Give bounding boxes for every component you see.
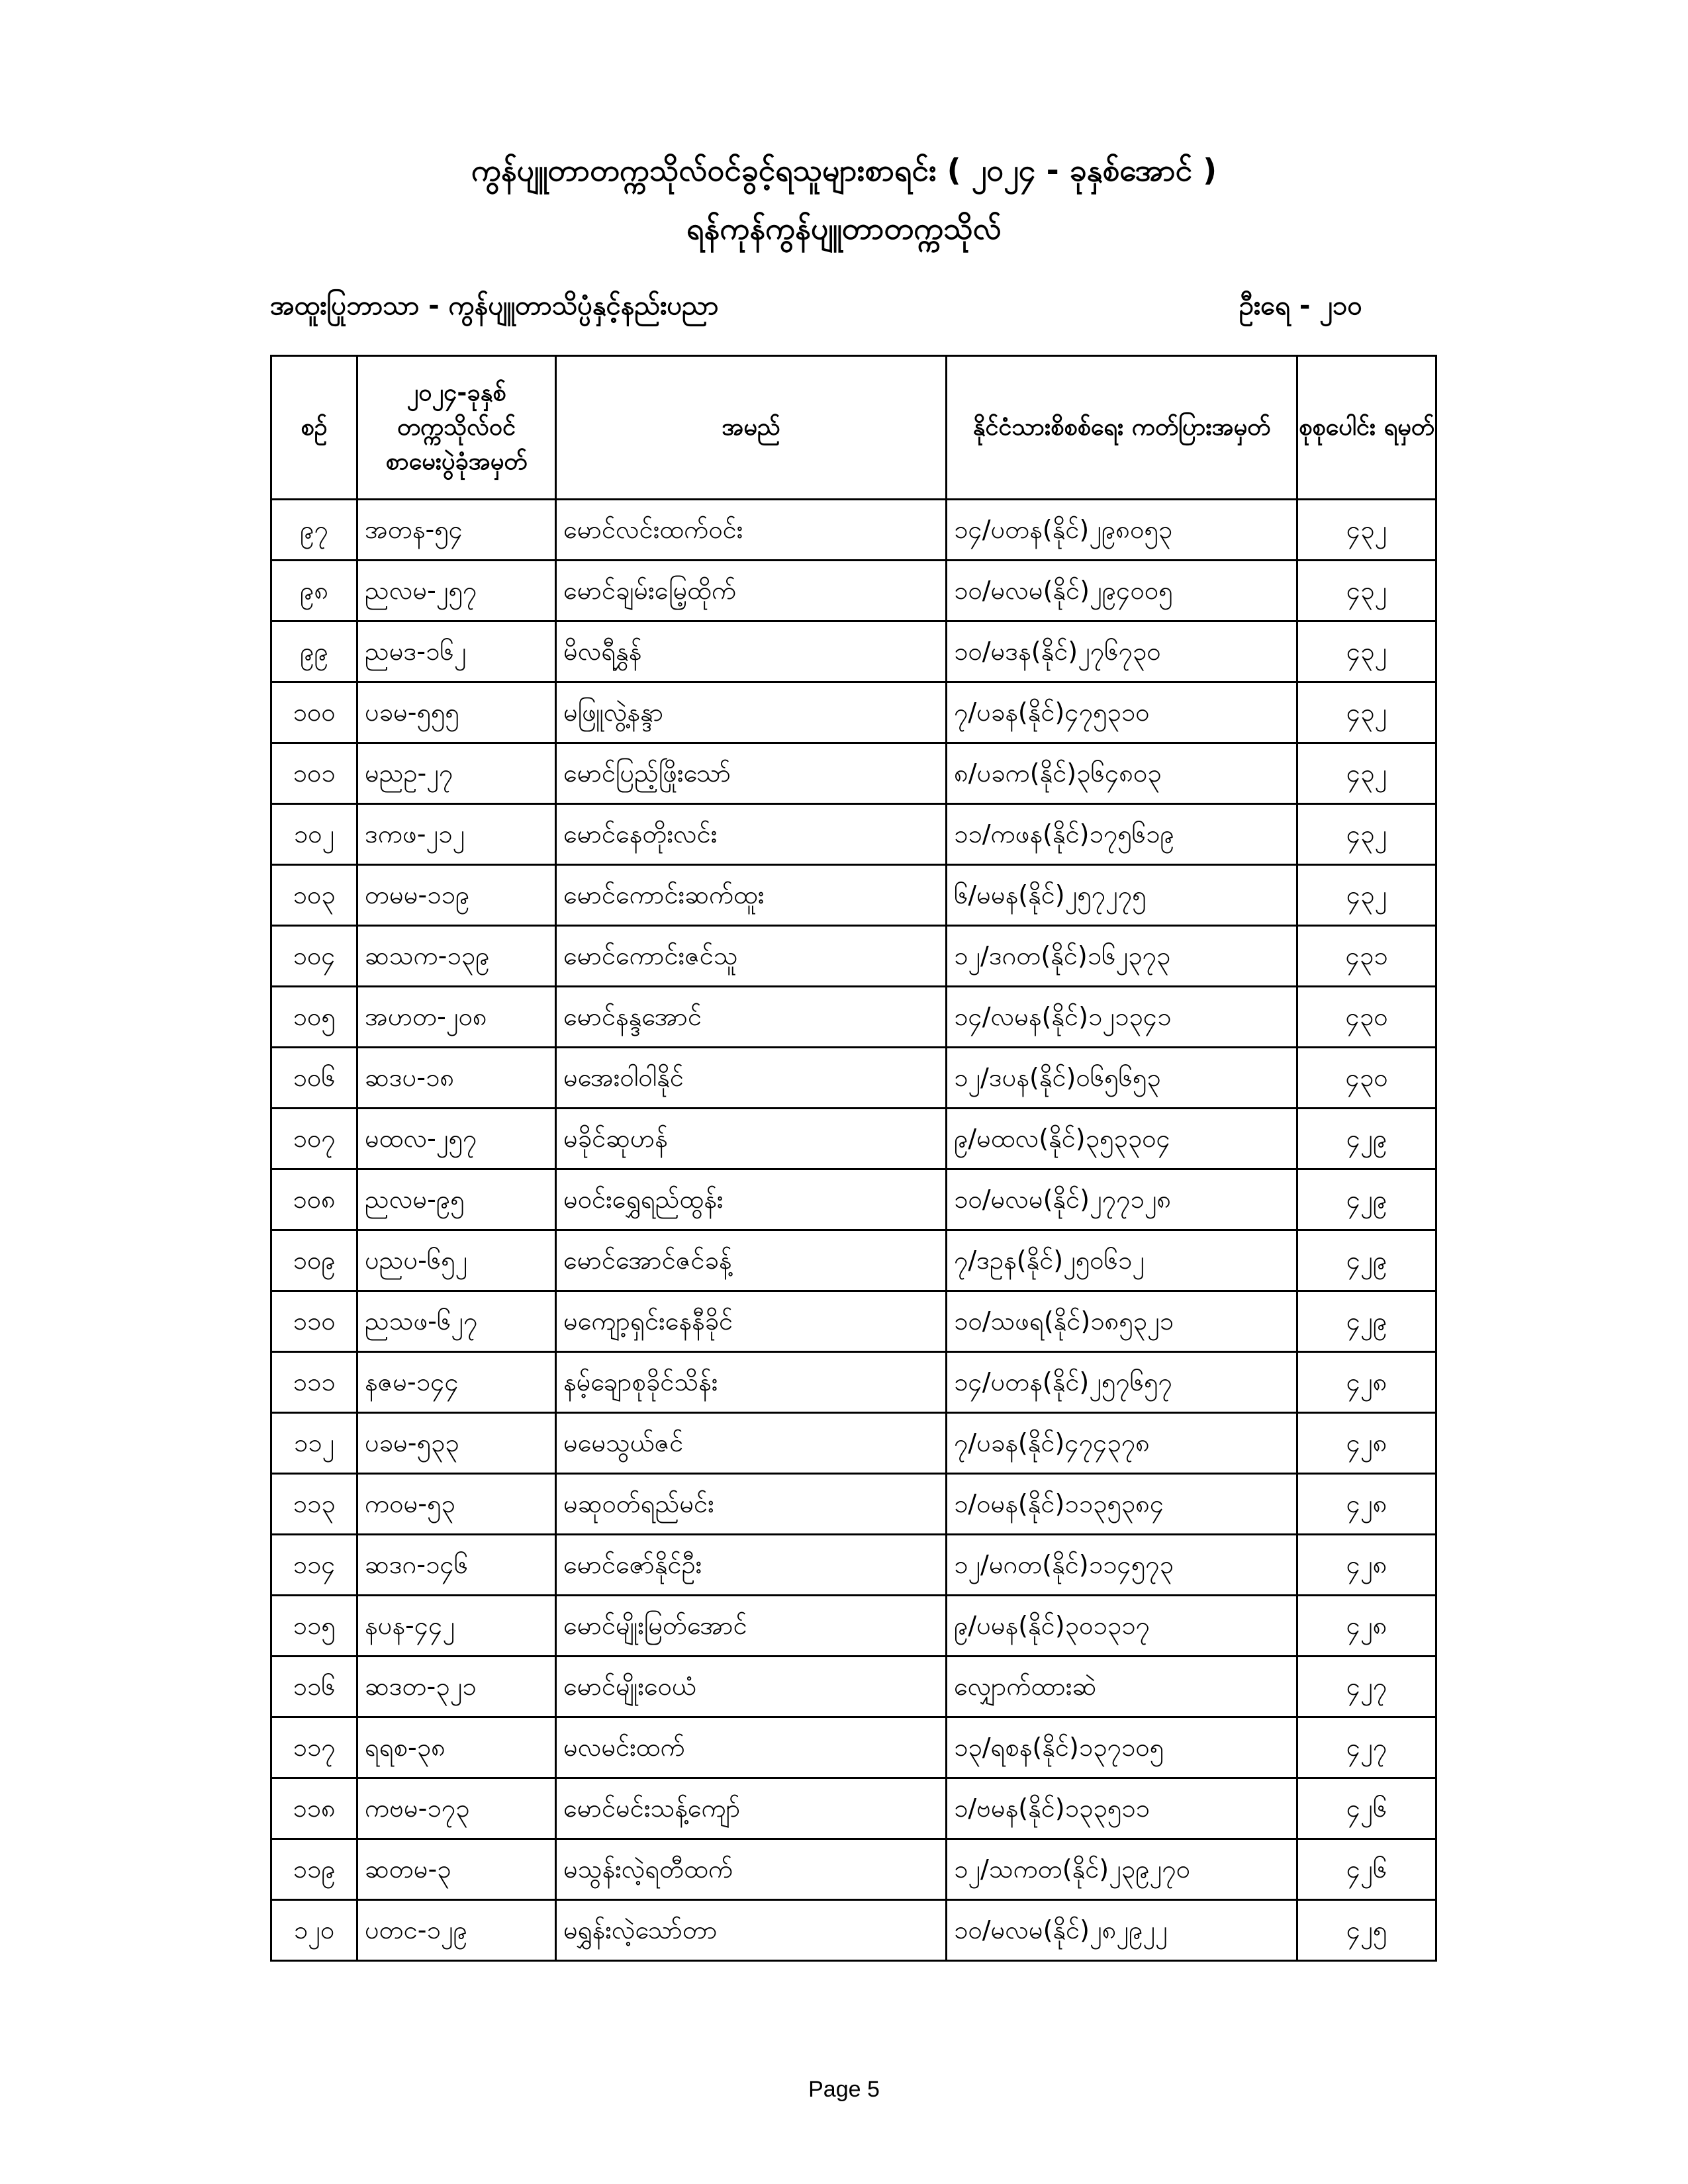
quota-count: ဦးရေ - ၂၁၀: [1239, 291, 1362, 321]
table-row: [271, 1596, 1436, 1657]
name-cell: မရွှန်းလဲ့သော်တာ: [556, 1900, 947, 1961]
table-row: [271, 1657, 1436, 1717]
total-marks-cell: ၄၂၈: [1297, 1352, 1436, 1413]
exam-roll-cell: ရရစ-၃၈: [357, 1717, 556, 1778]
name-cell: မောင်အောင်ဇင်ခန့်: [556, 1230, 947, 1291]
serial-cell: ၁၁၆: [271, 1657, 357, 1717]
table-row: [271, 1352, 1436, 1413]
nrc-cell: ၉/မထလ(နိုင်)၃၅၃၃၀၄: [947, 1109, 1297, 1169]
total-marks-cell: ၄၂၉: [1297, 1169, 1436, 1230]
total-marks-cell: ၄၂၈: [1297, 1474, 1436, 1535]
table-row: [271, 1048, 1436, 1109]
serial-cell: ၁၁၃: [271, 1474, 357, 1535]
name-cell: မောင်မျိုးမြတ်အောင်: [556, 1596, 947, 1657]
serial-cell: ၉၇: [271, 500, 357, 561]
nrc-cell: ၇/ပခန(နိုင်)၄၇၄၃၇၈: [947, 1413, 1297, 1474]
serial-cell: ၁၁၀: [271, 1291, 357, 1352]
name-cell: မမေသွယ်ဇင်: [556, 1413, 947, 1474]
nrc-cell: ၁၂/ဒပန(နိုင်)၀၆၅၆၅၃: [947, 1048, 1297, 1109]
nrc-cell: ၁၃/ရစန(နိုင်)၁၃၇၁၀၅: [947, 1717, 1297, 1778]
total-marks-cell: ၄၂၆: [1297, 1778, 1436, 1839]
total-marks-cell: ၄၃၀: [1297, 1048, 1436, 1109]
table-row: [271, 865, 1436, 926]
name-cell: မကျော့ရှင်းနေနီခိုင်: [556, 1291, 947, 1352]
nrc-cell: ၁၁/ကဖန(နိုင်)၁၇၅၆၁၉: [947, 804, 1297, 865]
serial-cell: ၁၀၃: [271, 865, 357, 926]
total-marks-cell: ၄၂၅: [1297, 1900, 1436, 1961]
table-row: [271, 926, 1436, 987]
name-cell: မောင်မျိုးဝေယံ: [556, 1657, 947, 1717]
col-header-name: အမည်: [556, 356, 947, 500]
nrc-cell: ၇/ပခန(နိုင်)၄၇၅၃၁၀: [947, 682, 1297, 743]
serial-cell: ၁၀၄: [271, 926, 357, 987]
total-marks-cell: ၄၂၇: [1297, 1657, 1436, 1717]
name-cell: မိလရီနွှန်: [556, 621, 947, 682]
exam-roll-cell: ကဗမ-၁၇၃: [357, 1778, 556, 1839]
name-cell: မဆုဝတ်ရည်မင်း: [556, 1474, 947, 1535]
nrc-cell: ၁၀/မလမ(နိုင်)၂၇၇၁၂၈: [947, 1169, 1297, 1230]
total-marks-cell: ၄၂၈: [1297, 1596, 1436, 1657]
serial-cell: ၁၁၇: [271, 1717, 357, 1778]
total-marks-cell: ၄၂၉: [1297, 1230, 1436, 1291]
total-marks-cell: ၄၃၁: [1297, 926, 1436, 987]
nrc-cell: ၁၀/မဒန(နိုင်)၂၇၆၇၃၀: [947, 621, 1297, 682]
serial-cell: ၁၀၀: [271, 682, 357, 743]
page-number: Page 5: [808, 2077, 880, 2102]
serial-cell: ၁၀၆: [271, 1048, 357, 1109]
nrc-cell: ၁၄/ပတန(နိုင်)၂၉၈၀၅၃: [947, 500, 1297, 561]
table-row: [271, 1291, 1436, 1352]
exam-roll-cell: ကဝမ-၅၃: [357, 1474, 556, 1535]
table-row: [271, 561, 1436, 621]
total-marks-cell: ၄၂၇: [1297, 1717, 1436, 1778]
serial-cell: ၉၉: [271, 621, 357, 682]
exam-roll-cell: ညလမ-၉၅: [357, 1169, 556, 1230]
university-name: ရန်ကုန်ကွန်ပျူတာတက္ကသိုလ်: [686, 210, 1002, 246]
exam-roll-cell: ညသဖ-၆၂၇: [357, 1291, 556, 1352]
col-header-total-marks: စုစုပေါင်း ရမှတ်: [1297, 356, 1436, 500]
name-cell: မောင်ကောင်းဇင်သူ: [556, 926, 947, 987]
total-marks-cell: ၄၃၂: [1297, 500, 1436, 561]
table-row: [271, 1839, 1436, 1900]
exam-roll-cell: ဒကဖ-၂၁၂: [357, 804, 556, 865]
exam-roll-cell: ညလမ-၂၅၇: [357, 561, 556, 621]
table-row: [271, 1535, 1436, 1596]
nrc-cell: ၆/မမန(နိုင်)၂၅၇၂၇၅: [947, 865, 1297, 926]
total-marks-cell: ၄၃၂: [1297, 865, 1436, 926]
exam-roll-cell: အတန-၅၄: [357, 500, 556, 561]
table-row: [271, 1900, 1436, 1961]
serial-cell: ၁၁၈: [271, 1778, 357, 1839]
table-row: [271, 1717, 1436, 1778]
exam-roll-cell: ပခမ-၅၅၅: [357, 682, 556, 743]
name-cell: နမ့်ချောစုခိုင်သိန်း: [556, 1352, 947, 1413]
table-row: [271, 621, 1436, 682]
exam-roll-cell: ဆဒဂ-၁၄၆: [357, 1535, 556, 1596]
exam-roll-cell: နပန-၄၄၂: [357, 1596, 556, 1657]
admission-table: [270, 355, 1437, 1962]
exam-roll-cell: မညဥ-၂၇: [357, 743, 556, 804]
name-cell: မဝင်းရွှေရည်ထွန်း: [556, 1169, 947, 1230]
total-marks-cell: ၄၂၆: [1297, 1839, 1436, 1900]
nrc-cell: ၁/ဝမန(နိုင်)၁၁၃၅၃၈၄: [947, 1474, 1297, 1535]
nrc-cell: ၁၂/ဒဂတ(နိုင်)၁၆၂၃၇၃: [947, 926, 1297, 987]
exam-roll-cell: ဆဒပ-၁၈: [357, 1048, 556, 1109]
exam-roll-cell: မထလ-၂၅၇: [357, 1109, 556, 1169]
nrc-cell: ၁၀/မလမ(နိုင်)၂၉၄၀၀၅: [947, 561, 1297, 621]
name-cell: မခိုင်ဆုဟန်: [556, 1109, 947, 1169]
serial-cell: ၁၁၁: [271, 1352, 357, 1413]
subject-specialization: အထူးပြုဘာသာ - ကွန်ပျူတာသိပ္ပံနှင့်နည်းပညာ: [270, 291, 719, 321]
table-row: [271, 682, 1436, 743]
col-header-nrc: နိုင်ငံသားစိစစ်ရေး ကတ်ပြားအမှတ်: [947, 356, 1297, 500]
table-row: [271, 1230, 1436, 1291]
page-title: ကွန်ပျူတာတက္ကသိုလ်ဝင်ခွင့်ရသူများစာရင်း ( ၂၀၂၄ - ခုနှစ်အောင် ): [471, 152, 1217, 188]
name-cell: မောင်ဇော်နိုင်ဦး: [556, 1535, 947, 1596]
serial-cell: ၁၀၅: [271, 987, 357, 1048]
name-cell: မသွန်းလဲ့ရတီထက်: [556, 1839, 947, 1900]
exam-roll-cell: ပတင-၁၂၉: [357, 1900, 556, 1961]
serial-cell: ၁၀၂: [271, 804, 357, 865]
name-cell: မောင်ချမ်းမြေ့ထိုက်: [556, 561, 947, 621]
name-cell: မဖြူလွဲ့နန္ဒာ: [556, 682, 947, 743]
table-row: [271, 1413, 1436, 1474]
name-cell: မောင်မင်းသန့်ကျော်: [556, 1778, 947, 1839]
name-cell: မောင်နေတိုးလင်း: [556, 804, 947, 865]
nrc-cell: ၁၂/သကတ(နိုင်)၂၃၉၂၇၀: [947, 1839, 1297, 1900]
nrc-cell: ၁/ဗမန(နိုင်)၁၃၃၅၁၁: [947, 1778, 1297, 1839]
table-row: [271, 987, 1436, 1048]
serial-cell: ၁၁၂: [271, 1413, 357, 1474]
table-row: [271, 1778, 1436, 1839]
serial-cell: ၁၀၁: [271, 743, 357, 804]
total-marks-cell: ၄၃၂: [1297, 561, 1436, 621]
total-marks-cell: ၄၃၂: [1297, 621, 1436, 682]
name-cell: မောင်နန္ဒအောင်: [556, 987, 947, 1048]
serial-cell: ၁၁၉: [271, 1839, 357, 1900]
nrc-cell: လျှောက်ထားဆဲ: [947, 1657, 1297, 1717]
total-marks-cell: ၄၂၉: [1297, 1109, 1436, 1169]
nrc-cell: ၉/ပမန(နိုင်)၃၀၁၃၁၇: [947, 1596, 1297, 1657]
total-marks-cell: ၄၂၈: [1297, 1535, 1436, 1596]
total-marks-cell: ၄၃၂: [1297, 682, 1436, 743]
exam-roll-cell: ဆတမ-၃: [357, 1839, 556, 1900]
name-cell: မအေးဝါဝါနိုင်: [556, 1048, 947, 1109]
nrc-cell: ၁၄/ပတန(နိုင်)၂၅၇၆၅၇: [947, 1352, 1297, 1413]
nrc-cell: ၁၂/မဂတ(နိုင်)၁၁၄၅၇၃: [947, 1535, 1297, 1596]
exam-roll-cell: ဆသက-၁၃၉: [357, 926, 556, 987]
table-row: [271, 743, 1436, 804]
nrc-cell: ၁၀/သဖရ(နိုင်)၁၈၅၃၂၁: [947, 1291, 1297, 1352]
table-row: [271, 500, 1436, 561]
name-cell: မောင်ကောင်းဆက်ထူး: [556, 865, 947, 926]
total-marks-cell: ၄၃၂: [1297, 743, 1436, 804]
serial-cell: ၁၁၄: [271, 1535, 357, 1596]
exam-roll-cell: နဇမ-၁၄၄: [357, 1352, 556, 1413]
exam-roll-cell: ပခမ-၅၃၃: [357, 1413, 556, 1474]
serial-cell: ၁၂၀: [271, 1900, 357, 1961]
name-cell: မောင်လင်းထက်ဝင်း: [556, 500, 947, 561]
total-marks-cell: ၄၃၀: [1297, 987, 1436, 1048]
table-row: [271, 1169, 1436, 1230]
nrc-cell: ၁၄/လမန(နိုင်)၁၂၁၃၄၁: [947, 987, 1297, 1048]
exam-roll-cell: အဟတ-၂၀၈: [357, 987, 556, 1048]
name-cell: မလမင်းထက်: [556, 1717, 947, 1778]
serial-cell: ၁၀၇: [271, 1109, 357, 1169]
name-cell: မောင်ပြည့်ဖြိုးသော်: [556, 743, 947, 804]
table-row: [271, 1474, 1436, 1535]
nrc-cell: ၇/ဒဥန(နိုင်)၂၅၀၆၁၂: [947, 1230, 1297, 1291]
table-row: [271, 1109, 1436, 1169]
nrc-cell: ၈/ပခက(နိုင်)၃၆၄၈၀၃: [947, 743, 1297, 804]
nrc-cell: ၁၀/မလမ(နိုင်)၂၈၂၉၂၂: [947, 1900, 1297, 1961]
exam-roll-cell: ဆဒတ-၃၂၁: [357, 1657, 556, 1717]
serial-cell: ၁၁၅: [271, 1596, 357, 1657]
table-row: [271, 804, 1436, 865]
serial-cell: ၉၈: [271, 561, 357, 621]
table-header-row: [271, 356, 1436, 500]
total-marks-cell: ၄၂၉: [1297, 1291, 1436, 1352]
total-marks-cell: ၄၃၂: [1297, 804, 1436, 865]
serial-cell: ၁၀၈: [271, 1169, 357, 1230]
exam-roll-cell: ပညပ-၆၅၂: [357, 1230, 556, 1291]
total-marks-cell: ၄၂၈: [1297, 1413, 1436, 1474]
col-header-serial: စဉ်: [271, 356, 357, 500]
exam-roll-cell: တမမ-၁၁၉: [357, 865, 556, 926]
serial-cell: ၁၀၉: [271, 1230, 357, 1291]
col-header-exam-roll: ၂၀၂၄-ခုနှစ် တက္ကသိုလ်ဝင် စာမေးပွဲခုံအမှတ်: [357, 356, 556, 500]
exam-roll-cell: ညမဒ-၁၆၂: [357, 621, 556, 682]
